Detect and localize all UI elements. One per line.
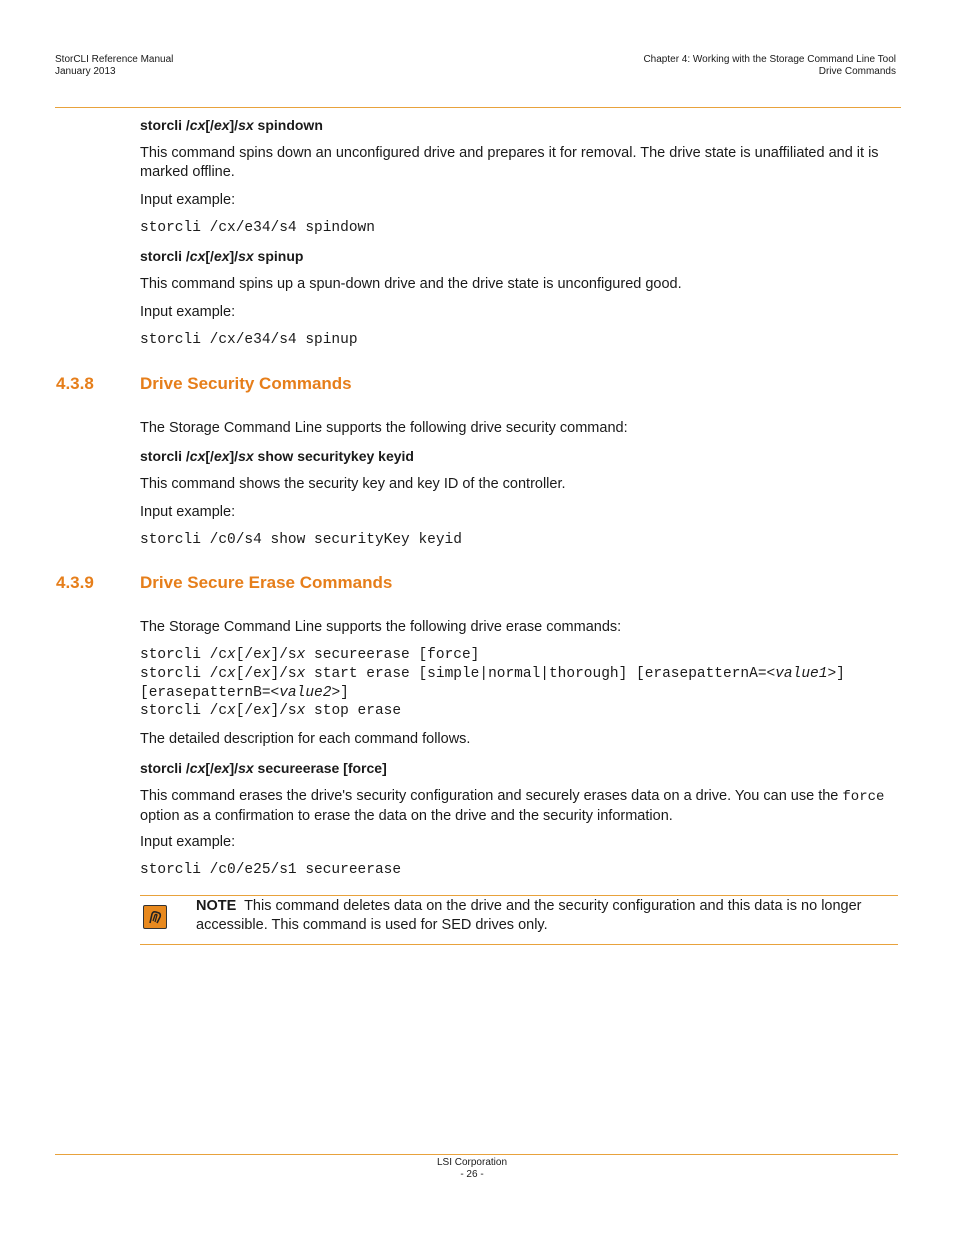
securitykey-description: This command shows the security key and key ID of the controller.	[140, 476, 566, 492]
note-text: NOTE This command deletes data on the drive and the security configuration and this data is no longer accessible. This command is used for SED drives only.	[196, 898, 862, 933]
footer-page-number: - 26 -	[460, 1169, 484, 1180]
header-rule	[55, 107, 901, 108]
note-label: NOTE	[196, 898, 237, 914]
spinup-input-label: Input example:	[140, 304, 236, 320]
spindown-description: This command spins down an unconfigured drive and prepares it for removal. The drive state is unaffiliated and it is marked offline.	[140, 145, 879, 180]
manual-date: January 2013	[55, 66, 116, 77]
note-bottom-rule	[140, 944, 898, 945]
spinup-example: storcli /cx/e34/s4 spinup	[140, 332, 358, 348]
erase-syntax-1: storcli /cx[/ex]/sx secureerase [force]	[140, 647, 480, 663]
secureerase-description: This command erases the drive's security configuration and securely erases data on a drive. You can use the force option as a confirmation to erase the data on the drive and the security information.	[140, 788, 885, 824]
note-pencil-icon	[143, 905, 167, 929]
chapter-title: Chapter 4: Working with the Storage Command Line Tool	[643, 54, 896, 65]
header-left	[55, 54, 173, 78]
secureerase-input-label: Input example:	[140, 834, 236, 850]
spindown-example: storcli /cx/e34/s4 spindown	[140, 220, 375, 236]
secureerase-heading: storcli /cx[/ex]/sx secureerase [force]	[140, 760, 387, 776]
secureerase-example: storcli /c0/e25/s1 secureerase	[140, 862, 402, 878]
erase-syntax-2: storcli /cx[/ex]/sx start erase [simple|normal|thorough] [erasepatternA=<value1>]	[140, 666, 845, 682]
section-438-title: Drive Security Commands	[140, 374, 352, 393]
section-439-title: Drive Secure Erase Commands	[140, 573, 393, 592]
erase-followup: The detailed description for each command follows.	[140, 731, 471, 747]
section-439-intro: The Storage Command Line supports the following drive erase commands:	[140, 619, 622, 635]
securitykey-example: storcli /c0/s4 show securityKey keyid	[140, 532, 462, 548]
securitykey-input-label: Input example:	[140, 504, 236, 520]
spindown-input-label: Input example:	[140, 192, 236, 208]
erase-syntax-3: [erasepatternB=<value2>]	[140, 685, 349, 701]
manual-title: StorCLI Reference Manual	[55, 54, 174, 65]
footer-company: LSI Corporation	[436, 1157, 508, 1168]
footer-rule	[55, 1154, 898, 1155]
section-438-number: 4.3.8	[56, 374, 94, 393]
section-title: Drive Commands	[818, 66, 896, 77]
footer	[0, 1157, 944, 1181]
section-438-intro: The Storage Command Line supports the following drive security command:	[140, 420, 628, 436]
securitykey-heading: storcli /cx[/ex]/sx show securitykey keyid	[140, 448, 414, 464]
spinup-heading: storcli /cx[/ex]/sx spinup	[140, 248, 304, 264]
section-439-number: 4.3.9	[56, 573, 94, 592]
erase-syntax-4: storcli /cx[/ex]/sx stop erase	[140, 703, 402, 719]
spinup-description: This command spins up a spun-down drive and the drive state is unconfigured good.	[140, 276, 682, 292]
spindown-heading: storcli /cx[/ex]/sx spindown	[140, 117, 323, 133]
header-right	[643, 54, 896, 78]
note-top-rule	[140, 895, 898, 896]
